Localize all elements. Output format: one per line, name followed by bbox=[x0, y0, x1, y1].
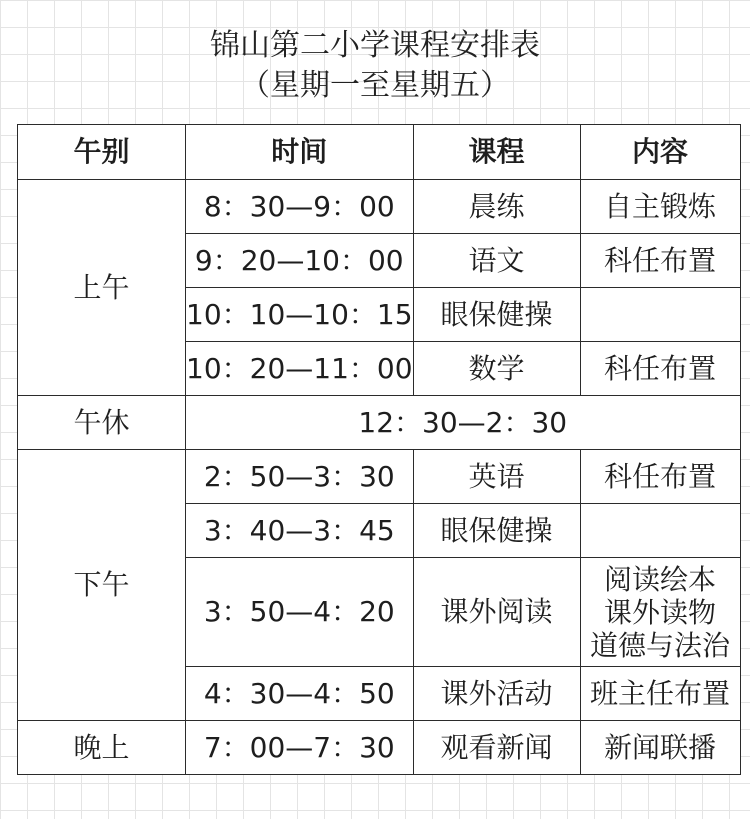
content-cell: 科任布置 bbox=[580, 234, 740, 288]
content-line: 道德与法治 bbox=[590, 628, 731, 662]
course-cell: 课外活动 bbox=[413, 667, 580, 721]
table-row bbox=[18, 450, 741, 504]
period-noon: 午休 bbox=[18, 396, 186, 450]
time-cell: 2：50—3：30 bbox=[186, 450, 414, 504]
time-cell-noon-break: 12：30—2：30 bbox=[186, 396, 741, 450]
page-subtitle: （星期一至星期五） bbox=[240, 68, 510, 103]
header-content: 内容 bbox=[580, 125, 740, 180]
course-cell: 眼保健操 bbox=[413, 288, 580, 342]
time-cell: 9：20—10：00 bbox=[186, 234, 414, 288]
table-row bbox=[18, 721, 741, 775]
period-afternoon: 下午 bbox=[18, 450, 186, 721]
page-title: 锦山第二小学课程安排表 bbox=[210, 28, 540, 63]
content-line: 阅读绘本 bbox=[604, 562, 717, 596]
content-cell: 自主锻炼 bbox=[580, 180, 740, 234]
course-cell: 数学 bbox=[413, 342, 580, 396]
content-cell: 新闻联播 bbox=[580, 721, 740, 775]
time-cell: 7：00—7：30 bbox=[186, 721, 414, 775]
header-time: 时间 bbox=[186, 125, 414, 180]
content-cell-multiline bbox=[580, 558, 740, 667]
time-cell: 10：20—11：00 bbox=[186, 342, 414, 396]
schedule-table bbox=[17, 124, 741, 775]
course-cell: 晨练 bbox=[413, 180, 580, 234]
time-cell: 3：50—4：20 bbox=[186, 558, 414, 667]
header-course: 课程 bbox=[413, 125, 580, 180]
table-header-row bbox=[18, 125, 741, 180]
course-cell: 英语 bbox=[413, 450, 580, 504]
content-cell: 科任布置 bbox=[580, 450, 740, 504]
content-line: 课外读物 bbox=[604, 595, 717, 629]
content-cell bbox=[580, 504, 740, 558]
time-cell: 3：40—3：45 bbox=[186, 504, 414, 558]
course-cell: 眼保健操 bbox=[413, 504, 580, 558]
table-row bbox=[18, 396, 741, 450]
header-period: 午别 bbox=[18, 125, 186, 180]
table-row bbox=[18, 180, 741, 234]
content-cell: 班主任布置 bbox=[580, 667, 740, 721]
course-cell: 观看新闻 bbox=[413, 721, 580, 775]
content-cell bbox=[580, 288, 740, 342]
course-cell: 课外阅读 bbox=[413, 558, 580, 667]
period-evening: 晚上 bbox=[18, 721, 186, 775]
time-cell: 4：30—4：50 bbox=[186, 667, 414, 721]
period-morning: 上午 bbox=[18, 180, 186, 396]
content-cell: 科任布置 bbox=[580, 342, 740, 396]
time-cell: 8：30—9：00 bbox=[186, 180, 414, 234]
time-cell: 10：10—10：15 bbox=[186, 288, 414, 342]
course-cell: 语文 bbox=[413, 234, 580, 288]
